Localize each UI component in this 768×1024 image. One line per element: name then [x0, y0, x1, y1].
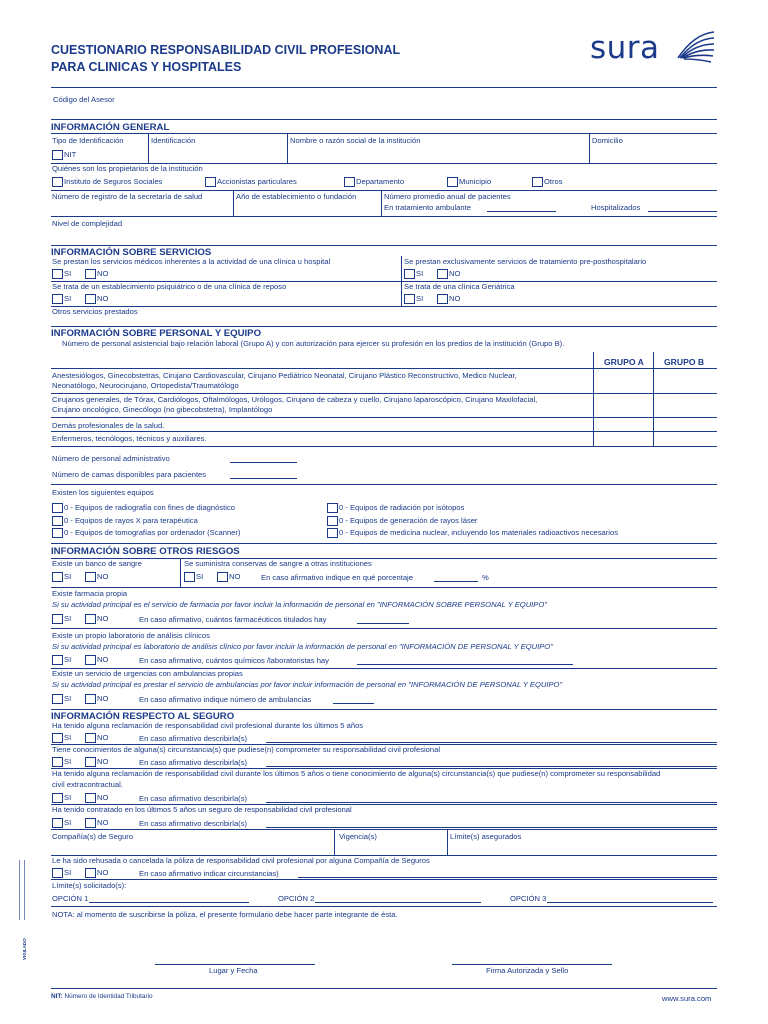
no-label: NO	[449, 269, 461, 278]
no-label: NO	[97, 294, 109, 303]
identificacion-label: Identificación	[151, 136, 196, 145]
rule	[51, 393, 717, 394]
pct-label: %	[482, 573, 489, 582]
domicilio-label: Domicilio	[592, 136, 623, 145]
equipo-isotopos-label: 0 - Equipos de radiación por isótopos	[339, 503, 465, 512]
seguro-q1-no-checkbox[interactable]	[85, 733, 96, 743]
opcion3-field[interactable]	[547, 902, 713, 903]
equipo-laser-label: 0 - Equipos de generación de rayos láser	[339, 516, 478, 525]
farmacia-si-checkbox[interactable]	[52, 614, 63, 624]
farmacia-no-checkbox[interactable]	[85, 614, 96, 624]
owner-municipio-checkbox[interactable]	[447, 177, 458, 187]
opcion2-label: OPCIÓN 2	[278, 894, 315, 903]
personal-row-1a: Anestesiólogos, Ginecobstetras, Cirujano Cardiovascular, Cirujano Pediátrico Neonatal, Cirujano Plástico Reconstructivo, Medico Nuclear,	[52, 371, 517, 380]
describir-label: En caso afirmativo describirla(s)	[139, 758, 248, 767]
website-link[interactable]: www.sura.com	[662, 994, 712, 1003]
vigilado-seal	[19, 860, 25, 920]
ambulante-label: En tratamiento ambulante	[384, 203, 471, 212]
servicios-q4: Se trata de una clínica Geriátrica	[404, 282, 515, 291]
rule	[51, 906, 717, 907]
seguro-q2: Tiene conocimientos de alguna(s) circunstancia(s) que pudiese(n) comprometer su responsabilidad civil profesional	[52, 745, 441, 754]
tipo-id-label: Tipo de Identificación	[52, 136, 124, 145]
solicitado-label: Límite(s) solicitado(s):	[52, 881, 127, 890]
nit-footnote	[51, 993, 153, 1000]
q4-si-checkbox[interactable]	[404, 294, 415, 304]
header-rule	[51, 87, 717, 88]
servicios-q1: Se prestan los servicios médicos inherentes a la actividad de una clínica u hospital	[52, 257, 331, 266]
personal-intro: Número de personal asistencial bajo relación laboral (Grupo A) y con autorización para ejercer su profesión en los predios de la institución (Grupo B).	[62, 339, 565, 348]
vigilado-mark: VIGILADO	[22, 938, 27, 960]
si-label: SI	[64, 655, 72, 664]
q3-si-checkbox[interactable]	[52, 294, 63, 304]
sura-logo: sura	[590, 28, 720, 72]
section-rule	[51, 709, 717, 710]
seguro-q3a: Ha tenido alguna reclamación de responsabilidad civil durante los últimos 5 años o tiene conocimiento de alguna(s) circunstancia(s) que pudiese(n) comprometer su responsabilidad	[52, 769, 661, 778]
q4-no-checkbox[interactable]	[437, 294, 448, 304]
equipo-nuclear-checkbox[interactable]	[327, 528, 338, 538]
footer-rule	[51, 988, 717, 989]
nit-checkbox[interactable]	[52, 150, 63, 160]
administrativo-label: Número de personal administrativo	[52, 454, 170, 463]
equipo-laser-checkbox[interactable]	[327, 516, 338, 526]
si-label: SI	[64, 572, 72, 581]
rule	[51, 431, 717, 432]
equipo-radiografia-checkbox[interactable]	[52, 503, 63, 513]
equipo-radiografia-label: 0 - Equipos de radiografía con fines de diagnóstico	[64, 503, 235, 512]
servicios-q2: Se prestan exclusivamente servicios de tratamiento pre-posthospitalario	[404, 257, 647, 266]
divider	[180, 558, 181, 587]
rule	[51, 628, 717, 629]
no-label: NO	[97, 269, 109, 278]
section-personal-title: INFORMACIÓN SOBRE PERSONAL Y EQUIPO	[51, 328, 262, 339]
si-label: SI	[64, 269, 72, 278]
si-label: SI	[416, 269, 424, 278]
divider	[589, 133, 590, 163]
otros-servicios-label: Otros servicios prestados	[52, 307, 138, 316]
seguro-q3-si-checkbox[interactable]	[52, 793, 63, 803]
seguro-q5-no-checkbox[interactable]	[85, 868, 96, 878]
personal-row-3: Demás profesionales de la salud.	[52, 421, 165, 430]
conservas-si-checkbox[interactable]	[184, 572, 195, 582]
porcentaje-field[interactable]	[434, 581, 478, 582]
section-riesgos-title: INFORMACIÓN SOBRE OTROS RIESGOS	[51, 546, 240, 557]
grupo-a-header: GRUPO A	[604, 357, 644, 367]
urgencias-field[interactable]	[333, 703, 374, 704]
nit-footnote-def: Número de Identidad Tributario	[62, 993, 153, 1000]
registro-label: Número de registro de la secretaría de salud	[52, 192, 203, 201]
ambulante-field[interactable]	[487, 211, 556, 212]
seguro-q3b: civil extracontractual.	[52, 780, 123, 789]
divider	[334, 829, 335, 855]
equipo-rayosx-checkbox[interactable]	[52, 516, 63, 526]
owner-accionistas-label: Accionistas particulares	[217, 177, 297, 186]
lab-si-checkbox[interactable]	[52, 655, 63, 665]
firma-field[interactable]	[452, 964, 612, 965]
limites-label: Límite(s) asegurados	[450, 832, 522, 841]
banco-no-checkbox[interactable]	[85, 572, 96, 582]
lab-note: Si su actividad principal es laboratorio de análisis clínico por favor incluir la información de personal en "INFORMACIÓN DE PERSONAL Y EQUIPO"	[52, 642, 553, 651]
rule	[51, 216, 717, 217]
seguro-q4: Ha tenido contratado en los últimos 5 años un seguro de responsabilidad civil profesional	[52, 805, 352, 814]
urgencias-note: Si su actividad principal es prestar el servicio de ambulancias por favor incluir información de personal en "INFORMACIÓN DE PERSONAL Y EQUIPO"	[52, 680, 563, 689]
opcion1-label: OPCIÓN 1	[52, 894, 89, 903]
section-rule	[51, 245, 717, 246]
complejidad-label: Nivel de complejidad	[52, 219, 123, 228]
q2-si-checkbox[interactable]	[404, 269, 415, 279]
farmacia-field[interactable]	[357, 623, 409, 624]
divider	[233, 190, 234, 216]
conservas-no-checkbox[interactable]	[217, 572, 228, 582]
seguro-q2-field[interactable]	[266, 766, 717, 767]
section-general-title: INFORMACIÓN GENERAL	[51, 122, 170, 133]
equipo-rayosx-label: 0 - Equipos de rayos X para terapéutica	[64, 516, 198, 525]
no-label: NO	[97, 614, 109, 623]
hospitalizados-field[interactable]	[648, 211, 717, 212]
owner-iss-label: Instituto de Seguros Sociales	[64, 177, 163, 186]
urgencias-no-checkbox[interactable]	[85, 694, 96, 704]
divider	[447, 829, 448, 855]
no-label: NO	[97, 757, 109, 766]
propietarios-label: Quiénes son los propietarios de la institución	[52, 164, 203, 173]
nombre-label: Nombre o razón social de la institución	[290, 136, 421, 145]
divider	[381, 190, 382, 216]
personal-row-4: Enfermeros, tecnólogos, técnicos y auxiliares.	[52, 434, 207, 443]
owner-iss-checkbox[interactable]	[52, 177, 63, 187]
owner-departamento-label: Departamento	[356, 177, 405, 186]
personal-row-2a: Cirujanos generales, de Tórax, Cardiólogos, Oftalmólogos, Urólogos, Cirujano de cabeza y cuello, Cirujano laparoscópico, Cirujano Maxilofacial,	[52, 395, 538, 404]
lab-no-checkbox[interactable]	[85, 655, 96, 665]
describir-label: En caso afirmativo describirla(s)	[139, 819, 248, 828]
rule	[51, 446, 717, 447]
seguro-q3-no-checkbox[interactable]	[85, 793, 96, 803]
si-label: SI	[196, 572, 204, 581]
seguro-q3-field[interactable]	[266, 802, 717, 803]
no-label: NO	[97, 694, 109, 703]
q1-si-checkbox[interactable]	[52, 269, 63, 279]
rule	[51, 306, 717, 307]
seguro-q4-no-checkbox[interactable]	[85, 818, 96, 828]
divider	[148, 133, 149, 163]
personal-row-2b: Cirujano oncológico, Ginecólogo (no gibecobstetra), Implantólogo	[52, 405, 273, 414]
seguro-q1: Ha tenido alguna reclamación de responsabilidad civil profesional durante los últimos 5 años	[52, 721, 364, 730]
rule	[51, 829, 717, 830]
si-label: SI	[64, 614, 72, 623]
owner-departamento-checkbox[interactable]	[344, 177, 355, 187]
q2-no-checkbox[interactable]	[437, 269, 448, 279]
owner-accionistas-checkbox[interactable]	[205, 177, 216, 187]
camas-label: Número de camas disponibles para pacientes	[52, 470, 207, 479]
grupo-b-header: GRUPO B	[664, 357, 705, 367]
rule	[51, 558, 717, 559]
si-label: SI	[64, 757, 72, 766]
q3-no-checkbox[interactable]	[85, 294, 96, 304]
divider	[287, 133, 288, 163]
opcion1-field[interactable]	[89, 902, 249, 903]
equipo-nuclear-label: 0 - Equipos de medicina nuclear, incluyendo los materiales radioactivos necesarios	[339, 528, 619, 537]
rule	[51, 190, 717, 191]
si-label: SI	[64, 793, 72, 802]
si-label: SI	[64, 294, 72, 303]
anio-label: Año de establecimiento o fundación	[236, 192, 357, 201]
banco-label: Existe un banco de sangre	[52, 559, 142, 568]
si-label: SI	[416, 294, 424, 303]
lugar-fecha-label: Lugar y Fecha	[209, 966, 258, 975]
no-label: NO	[97, 818, 109, 827]
no-label: NO	[449, 294, 461, 303]
seguro-q1-field[interactable]	[266, 742, 717, 743]
asesor-label: Código del Asesor	[53, 95, 115, 104]
nit-footnote-abbr: NIT:	[51, 993, 63, 1000]
nota-text: NOTA: al momento de suscribirse la póliza, el presente formulario debe hacer parte integrante de ésta.	[52, 910, 398, 919]
describir-label: En caso afirmativo describirla(s)	[139, 734, 248, 743]
lab-label: Existe un propio laboratorio de análisis clínicos	[52, 631, 210, 640]
nit-label: NIT	[64, 150, 77, 159]
section-rule	[51, 119, 717, 120]
equipos-title: Existen los siguientes equipos	[52, 488, 154, 497]
camas-field[interactable]	[230, 478, 297, 479]
no-label: NO	[97, 733, 109, 742]
farmacia-label: Existe farmacia propia	[52, 589, 128, 598]
section-servicios-title: INFORMACIÓN SOBRE SERVICIOS	[51, 247, 212, 258]
no-label: NO	[97, 572, 109, 581]
opcion3-label: OPCIÓN 3	[510, 894, 547, 903]
owner-otros-checkbox[interactable]	[532, 177, 543, 187]
servicios-q3: Se trata de un establecimiento psiquiátrico o de una clínica de reposo	[52, 282, 287, 291]
circunstancias-label: En caso afirmativo indicar circunstancias)	[139, 869, 279, 878]
seguro-q5-field[interactable]	[298, 877, 717, 878]
opcion2-field[interactable]	[315, 902, 481, 903]
equipo-isotopos-checkbox[interactable]	[327, 503, 338, 513]
urgencias-question: En caso afirmativo indique número de ambulancias	[139, 695, 312, 704]
seguro-q1-si-checkbox[interactable]	[52, 733, 63, 743]
conservas-label: Se suministra conservas de sangre a otras instituciones	[184, 559, 372, 568]
si-label: SI	[64, 818, 72, 827]
seguro-q4-si-checkbox[interactable]	[52, 818, 63, 828]
seguro-q5: Le ha sido rehusada o cancelada la póliza de responsabilidad civil profesional por alguna Compañía de Seguros	[52, 856, 430, 865]
no-label: NO	[97, 655, 109, 664]
no-label: NO	[97, 793, 109, 802]
owner-otros-label: Otros	[544, 177, 563, 186]
hospitalizados-label: Hospitalizados	[591, 203, 641, 212]
urgencias-label: Existe un servicio de urgencias con ambulancias propias	[52, 669, 243, 678]
administrativo-field[interactable]	[230, 462, 297, 463]
title-line-2: PARA CLINICAS Y HOSPITALES	[51, 60, 242, 74]
rule	[51, 417, 717, 418]
seguro-q5-si-checkbox[interactable]	[52, 868, 63, 878]
seguro-q2-si-checkbox[interactable]	[52, 757, 63, 767]
no-label: NO	[229, 572, 241, 581]
lab-field[interactable]	[357, 664, 573, 665]
rule	[51, 368, 717, 369]
no-label: NO	[97, 868, 109, 877]
equipo-tomografia-label: 0 - Equipos de tomografías por ordenador (Scanner)	[64, 528, 241, 537]
compania-label: Compañía(s) de Seguro	[52, 832, 134, 841]
describir-label: En caso afirmativo describirla(s)	[139, 794, 248, 803]
si-label: SI	[64, 733, 72, 742]
si-label: SI	[64, 694, 72, 703]
farmacia-question: En caso afirmativo, cuántos farmacéuticos titulados hay	[139, 615, 327, 624]
firma-label: Firma Autorizada y Sello	[486, 966, 569, 975]
section-rule	[51, 326, 717, 327]
title-line-1: CUESTIONARIO RESPONSABILIDAD CIVIL PROFESIONAL	[51, 43, 401, 57]
lab-question: En caso afirmativo, cuántos químicos /laboratoristas hay	[139, 656, 329, 665]
si-label: SI	[64, 868, 72, 877]
seguro-q2-no-checkbox[interactable]	[85, 757, 96, 767]
promedio-label: Número promedio anual de pacientes	[384, 192, 511, 201]
wings-icon	[674, 28, 716, 70]
banco-si-checkbox[interactable]	[52, 572, 63, 582]
rule	[51, 879, 717, 880]
rule	[51, 587, 717, 588]
equipo-tomografia-checkbox[interactable]	[52, 528, 63, 538]
vigencia-label: Vigencia(s)	[339, 832, 377, 841]
rule	[51, 133, 717, 134]
personal-row-1b: Neonatólogo, Neurocirujano, Ortopedista/Traumatólogo	[52, 381, 239, 390]
porcentaje-label: En caso afirmativo indique en qué porcentaje	[261, 573, 413, 582]
rule	[51, 484, 717, 485]
farmacia-note: Si su actividad principal es el servicio de farmacia por favor incluir la información de personal en "INFORMACIÓN SOBRE PERSONAL Y EQUIPO"	[52, 600, 547, 609]
lugar-fecha-field[interactable]	[155, 964, 315, 965]
section-rule	[51, 543, 717, 544]
seguro-q4-field[interactable]	[266, 827, 717, 828]
q1-no-checkbox[interactable]	[85, 269, 96, 279]
urgencias-si-checkbox[interactable]	[52, 694, 63, 704]
section-seguro-title: INFORMACIÓN RESPECTO AL SEGURO	[51, 711, 235, 722]
owner-municipio-label: Municipio	[459, 177, 492, 186]
